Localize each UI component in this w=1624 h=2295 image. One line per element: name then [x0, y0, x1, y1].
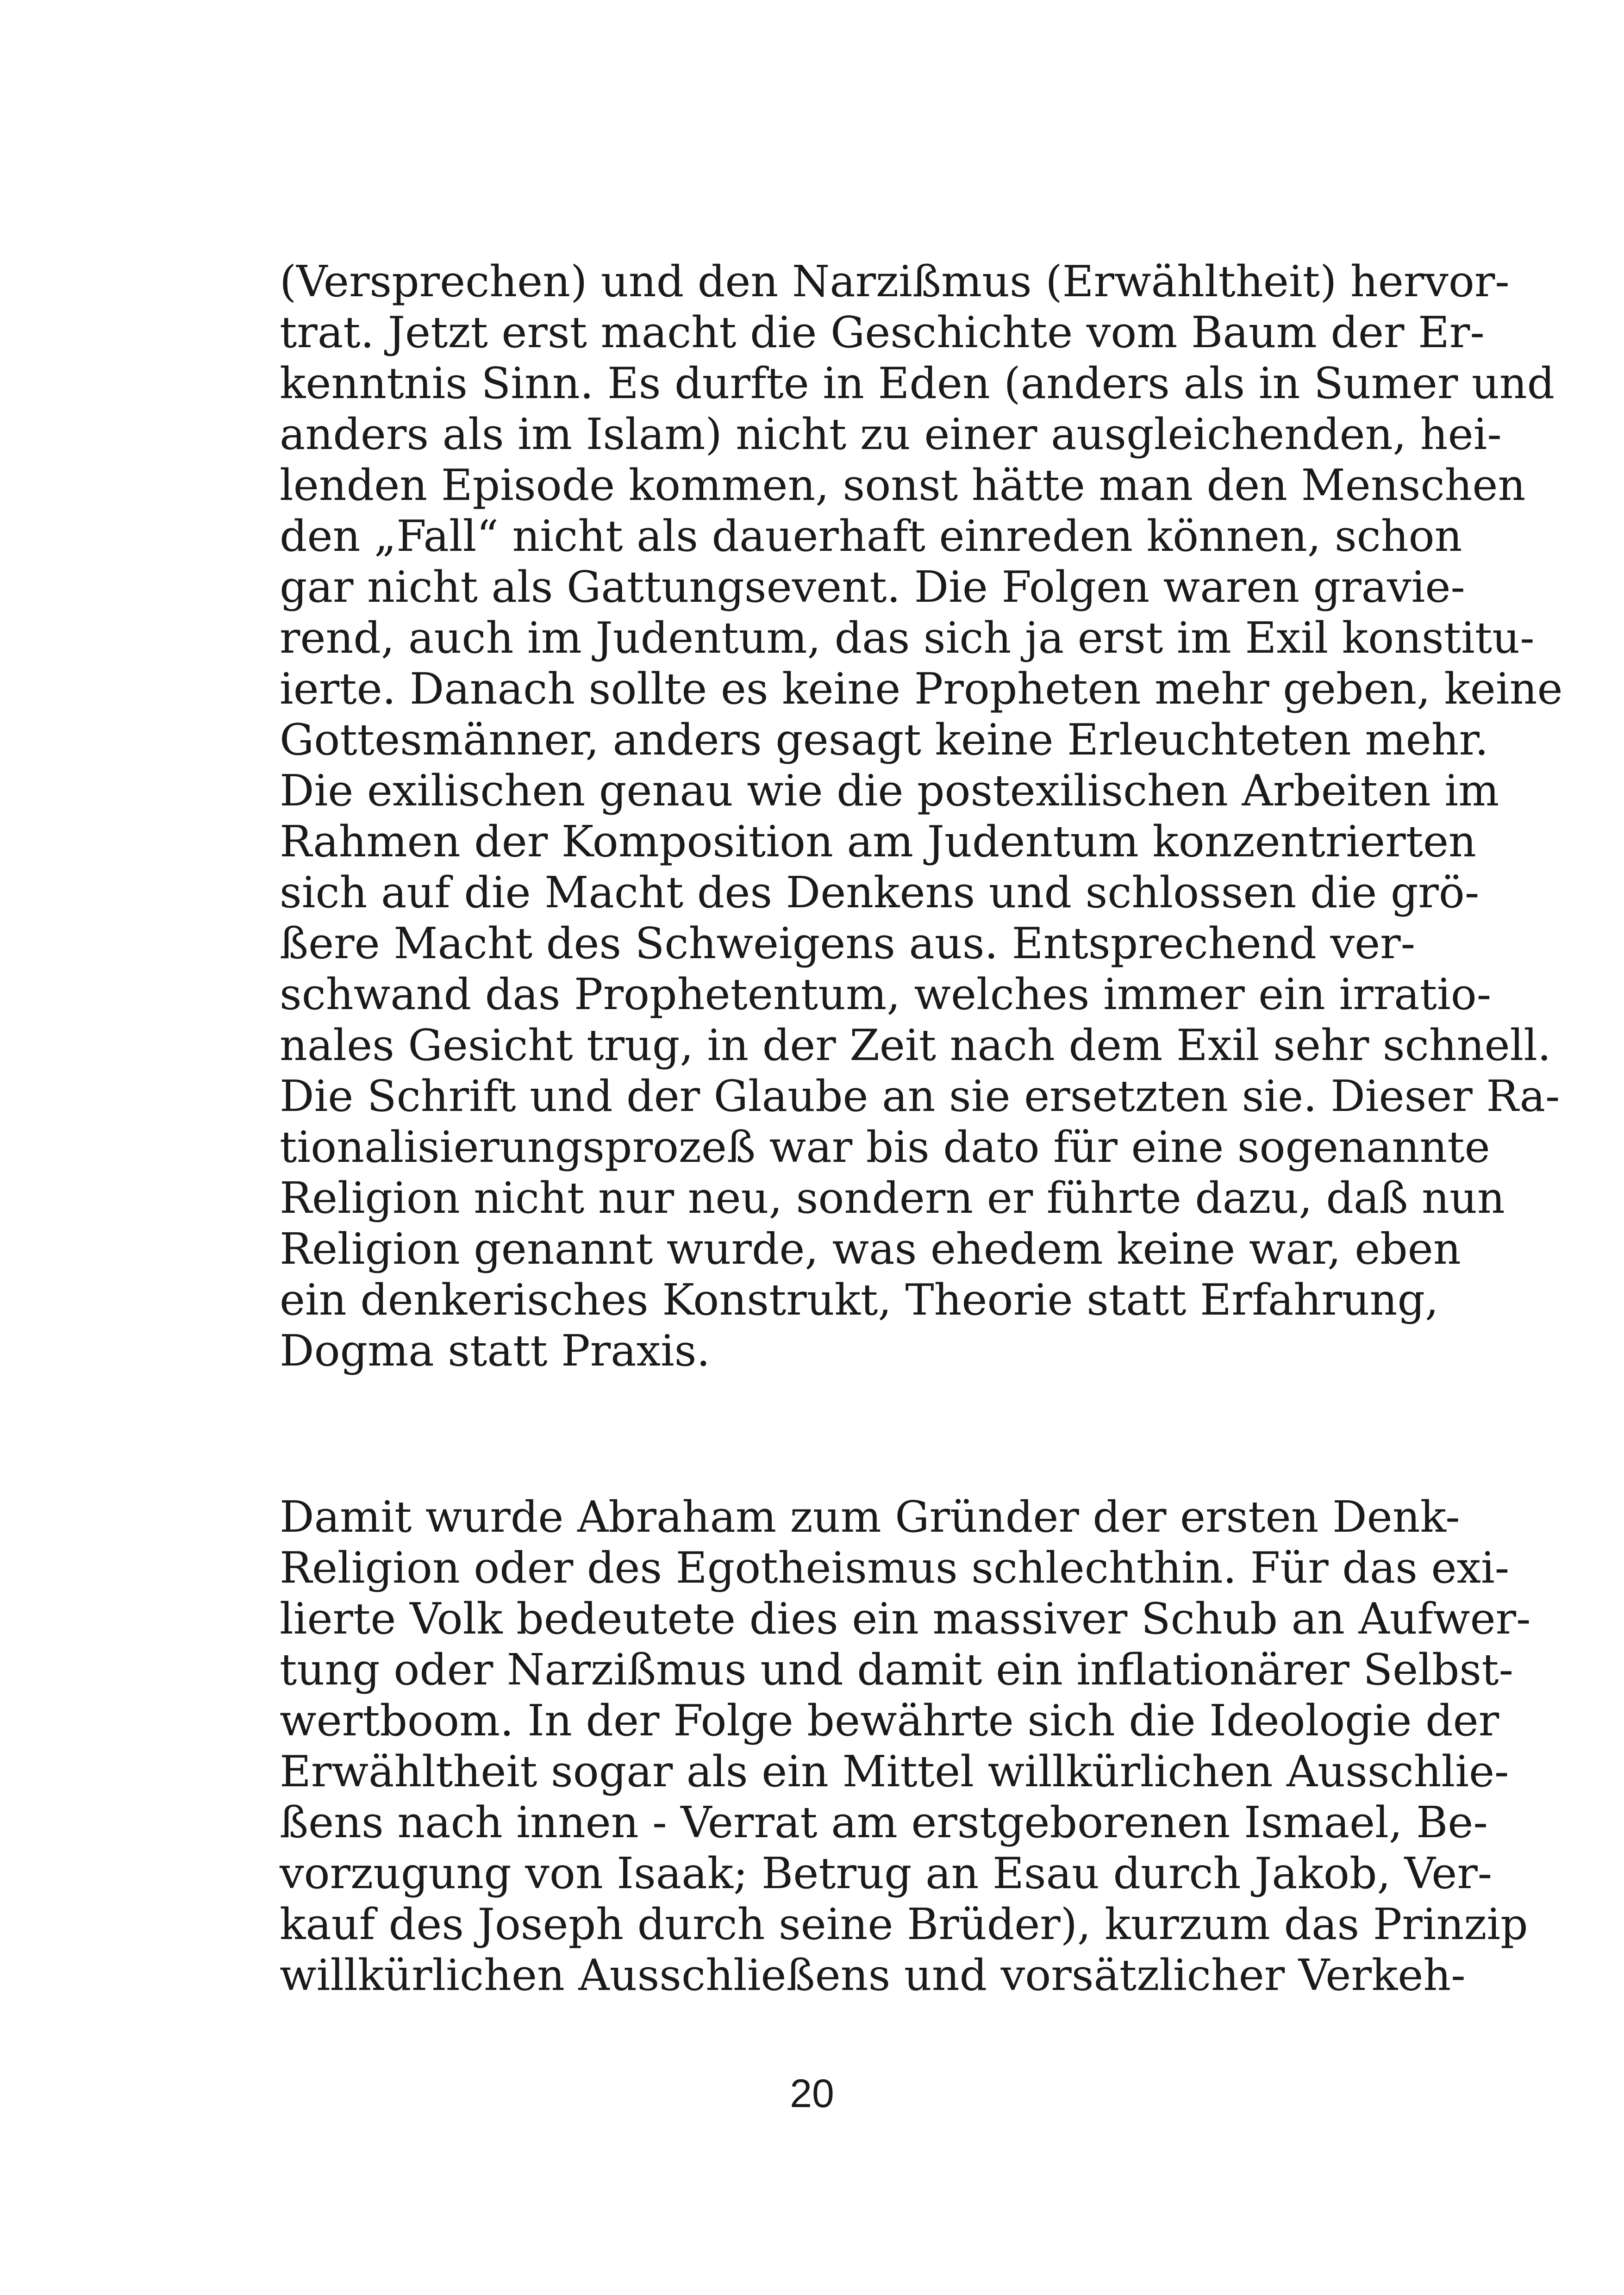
text-line: wertboom. In der Folge bewährte sich die Ideologie der — [280, 1696, 1499, 1746]
text-line: nales Gesicht trug, in der Zeit nach dem Exil sehr schnell. — [280, 1020, 1551, 1070]
text-line: Damit wurde Abraham zum Gründer der ersten Denk- — [280, 1492, 1460, 1542]
text-line: schwand das Prophetentum, welches immer ein irratio- — [280, 969, 1492, 1019]
text-line: den „Fall“ nicht als dauerhaft einreden können, schon — [280, 511, 1462, 561]
paragraph-1 — [280, 256, 1563, 1376]
text-line: Die exilischen genau wie die postexilischen Arbeiten im — [280, 766, 1499, 816]
text-line: tionalisierungsprozeß war bis dato für eine sogenannte — [280, 1122, 1490, 1172]
text-line: (Versprechen) und den Narzißmus (Erwähltheit) hervor- — [280, 256, 1510, 306]
text-line: Gottesmänner, anders gesagt keine Erleuchteten mehr. — [280, 715, 1489, 765]
text-line: tung oder Narzißmus und damit ein inflationärer Selbst- — [280, 1645, 1513, 1695]
text-line: kauf des Joseph durch seine Brüder), kurzum das Prinzip — [280, 1899, 1528, 1949]
text-line: kenntnis Sinn. Es durfte in Eden (anders als in Sumer und — [280, 358, 1555, 408]
text-line: Erwähltheit sogar als ein Mittel willkürlichen Ausschlie- — [280, 1746, 1509, 1796]
page-number: 20 — [790, 2071, 834, 2116]
text-line: Religion nicht nur neu, sondern er führte dazu, daß nun — [280, 1173, 1505, 1223]
text-line: ßere Macht des Schweigens aus. Entsprechend ver- — [280, 918, 1416, 968]
text-line: ßens nach innen - Verrat am erstgeborenen Ismael, Be- — [280, 1797, 1488, 1847]
text-line: willkürlichen Ausschließens und vorsätzlicher Verkeh- — [280, 1950, 1466, 2000]
text-line: vorzugung von Isaak; Betrug an Esau durch Jakob, Ver- — [280, 1848, 1493, 1898]
text-line: Religion genannt wurde, was ehedem keine war, eben — [280, 1224, 1461, 1274]
paragraph-2 — [280, 1491, 1531, 2001]
text-line: Dogma statt Praxis. — [280, 1326, 711, 1376]
text-line: lenden Episode kommen, sonst hätte man den Menschen — [280, 460, 1526, 510]
text-line: ierte. Danach sollte es keine Propheten mehr geben, keine — [280, 664, 1563, 714]
text-line: sich auf die Macht des Denkens und schlossen die grö- — [280, 867, 1480, 917]
text-line: Rahmen der Komposition am Judentum konzentrierten — [280, 817, 1476, 867]
text-line: lierte Volk bedeutete dies ein massiver Schub an Aufwer- — [280, 1594, 1531, 1644]
text-line: Religion oder des Egotheismus schlechthin. Für das exi- — [280, 1543, 1510, 1593]
text-line: gar nicht als Gattungsevent. Die Folgen waren gravie- — [280, 562, 1465, 612]
text-line: Die Schrift und der Glaube an sie ersetzten sie. Dieser Ra- — [280, 1071, 1560, 1121]
text-line: ein denkerisches Konstrukt, Theorie statt Erfahrung, — [280, 1275, 1439, 1325]
text-line: trat. Jetzt erst macht die Geschichte vom Baum der Er- — [280, 307, 1485, 357]
text-line: rend, auch im Judentum, das sich ja erst im Exil konstitu- — [280, 613, 1535, 663]
text-line: anders als im Islam) nicht zu einer ausgleichenden, hei- — [280, 409, 1502, 459]
